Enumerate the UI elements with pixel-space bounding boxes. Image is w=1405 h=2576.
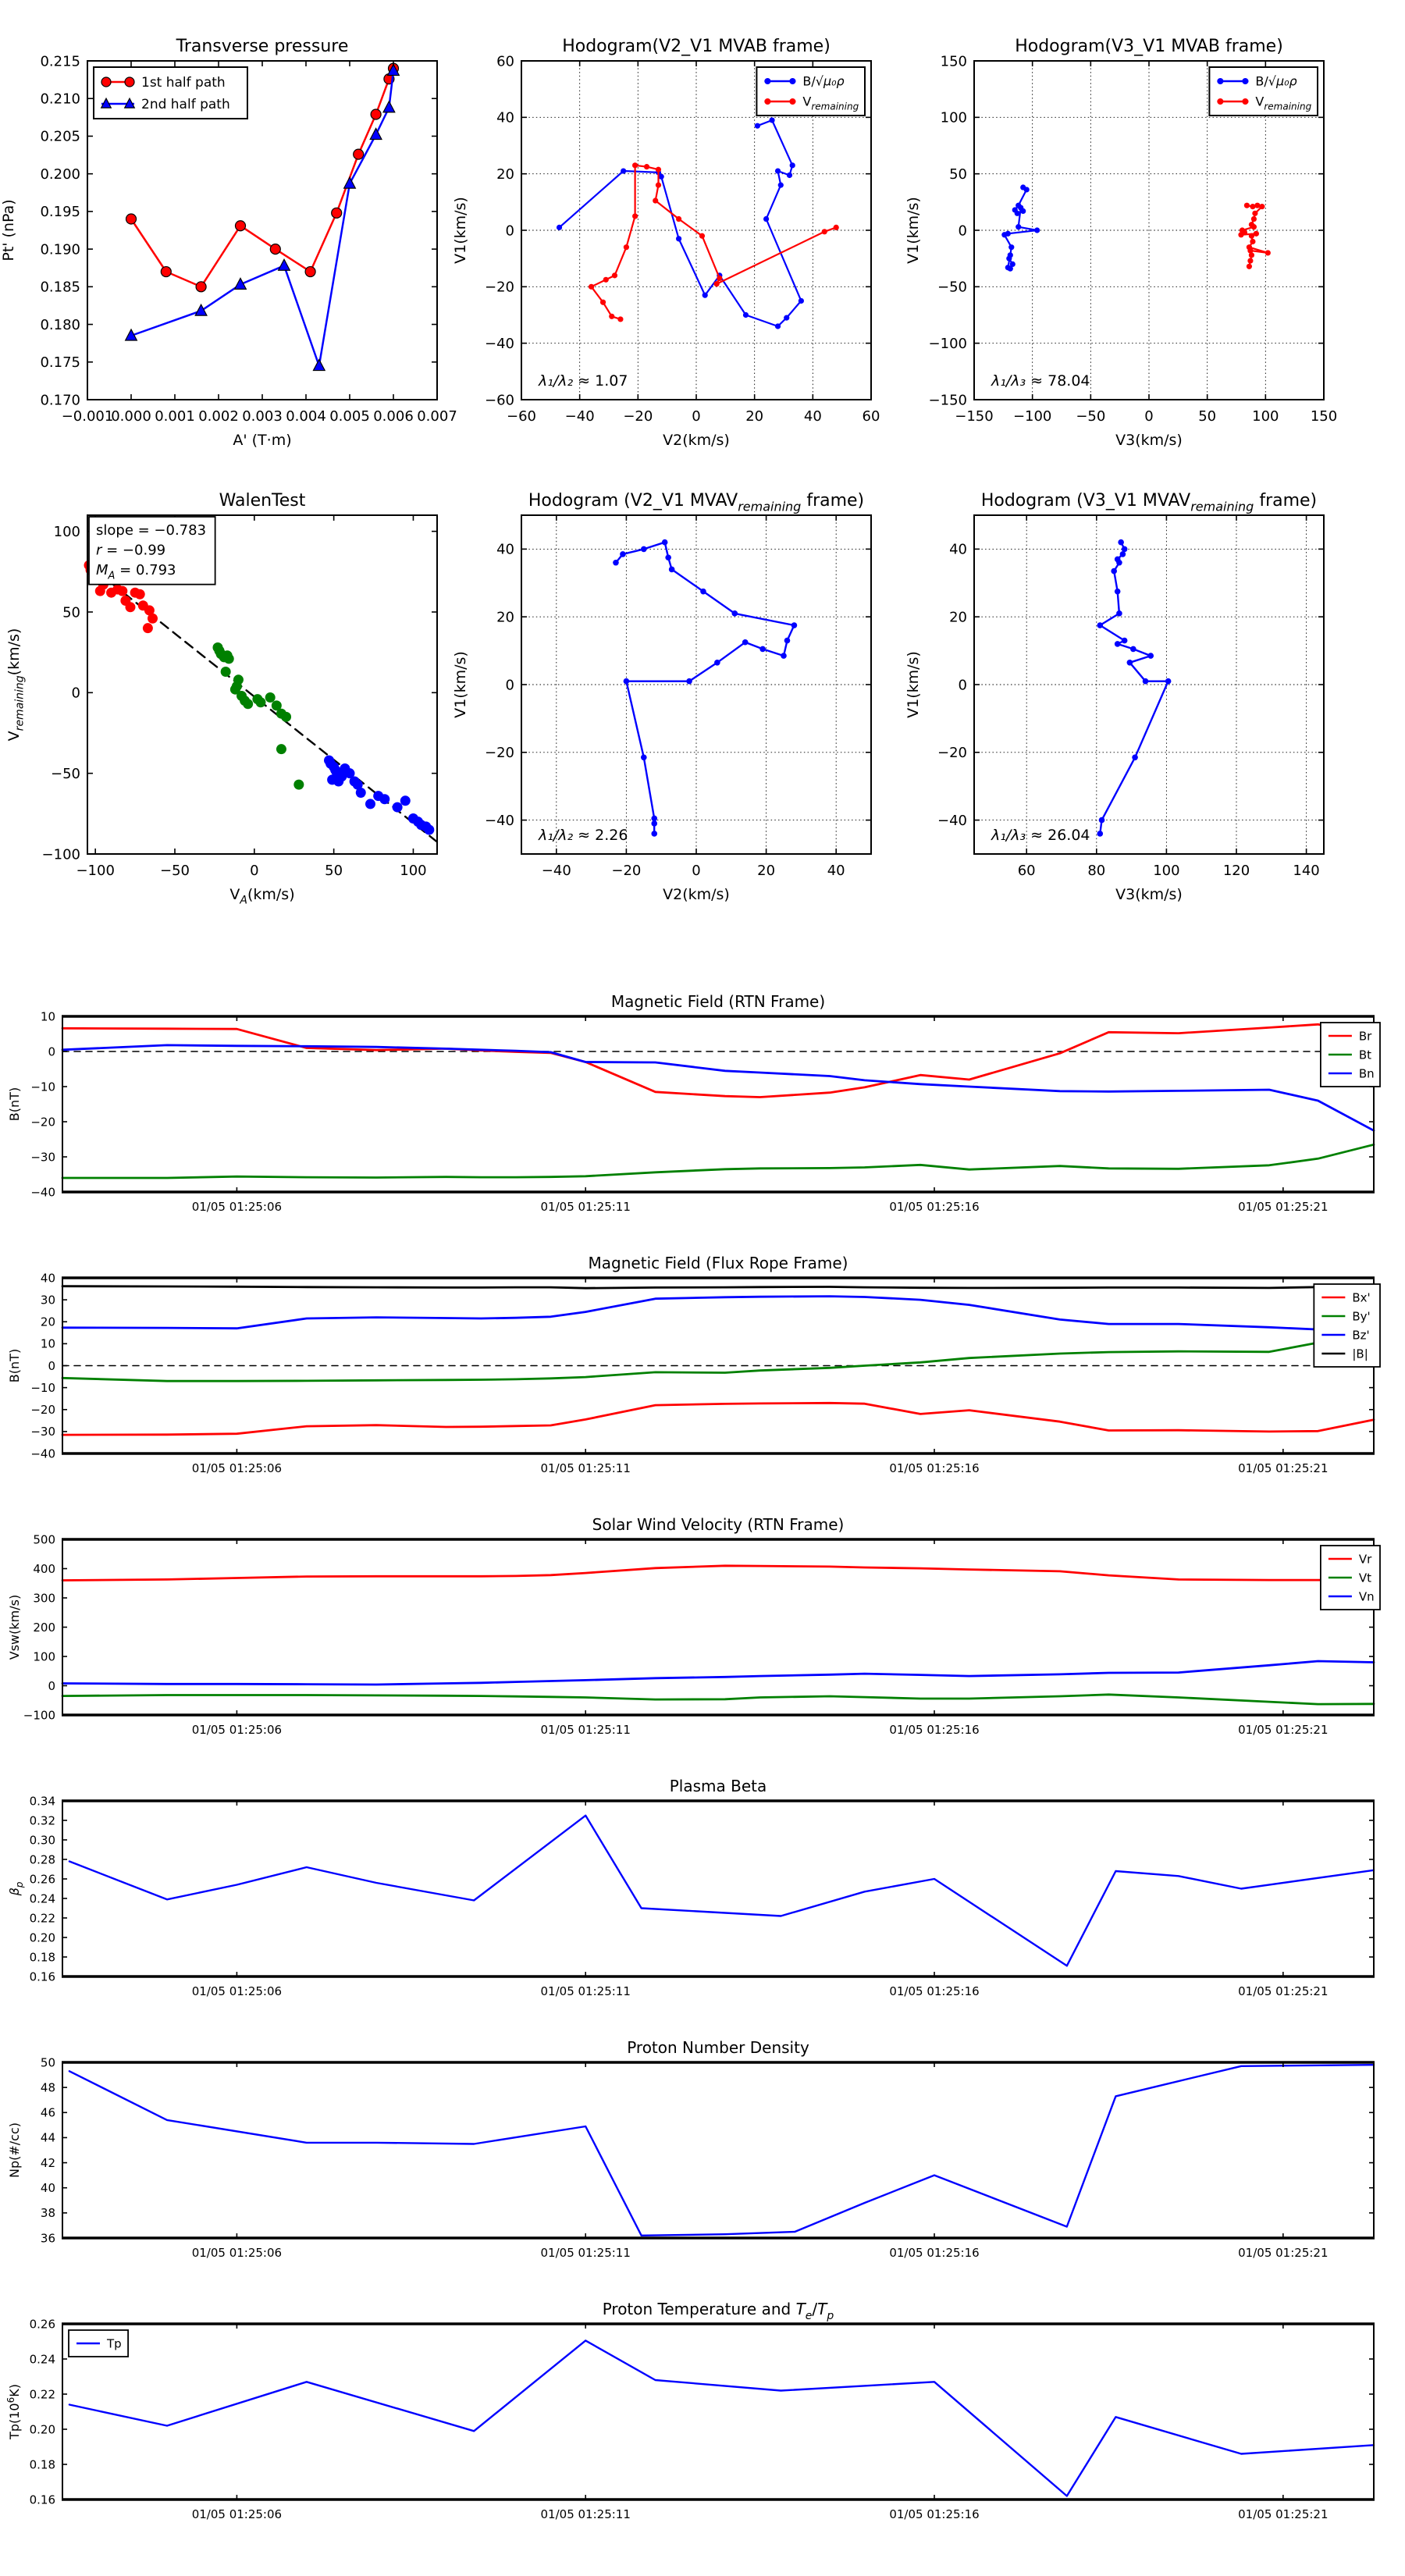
svg-text:−40: −40 xyxy=(485,335,514,352)
svg-text:Vsw(km/s): Vsw(km/s) xyxy=(7,1594,22,1660)
svg-text:−50: −50 xyxy=(51,765,80,782)
chart-proton-temperature xyxy=(5,2300,1375,2521)
svg-text:Solar Wind Velocity (RTN Frame: Solar Wind Velocity (RTN Frame) xyxy=(592,1515,845,1534)
svg-text:01/05 01:25:16: 01/05 01:25:16 xyxy=(889,1984,980,1998)
svg-text:0: 0 xyxy=(505,222,514,240)
svg-text:500: 500 xyxy=(33,1532,55,1547)
svg-text:38: 38 xyxy=(40,2206,55,2221)
svg-text:−40: −40 xyxy=(485,812,514,829)
svg-text:300: 300 xyxy=(33,1591,55,1606)
svg-text:Hodogram(V2_V1 MVAB frame): Hodogram(V2_V1 MVAB frame) xyxy=(562,37,831,56)
svg-text:0.003: 0.003 xyxy=(242,408,283,425)
svg-text:01/05 01:25:06: 01/05 01:25:06 xyxy=(191,1461,283,1475)
svg-text:0.004: 0.004 xyxy=(286,408,326,425)
chart-proton-number-density xyxy=(7,2038,1375,2260)
svg-text:0.20: 0.20 xyxy=(29,2422,55,2437)
svg-text:−20: −20 xyxy=(623,408,653,425)
svg-text:slope = −0.783: slope = −0.783 xyxy=(96,522,207,539)
proton-temperature-legend xyxy=(69,2330,128,2357)
svg-text:−60: −60 xyxy=(507,408,536,425)
svg-text:100: 100 xyxy=(400,863,427,879)
svg-text:B/√μ₀ρ: B/√μ₀ρ xyxy=(802,73,845,89)
solar-wind-velocity-legend xyxy=(1321,1546,1380,1610)
svg-text:0.26: 0.26 xyxy=(29,1872,55,1887)
svg-text:−60: −60 xyxy=(485,392,514,409)
chart-transverse-pressure xyxy=(0,37,457,449)
svg-text:0.180: 0.180 xyxy=(40,316,80,333)
svg-text:42: 42 xyxy=(40,2155,55,2170)
svg-text:|B|: |B| xyxy=(1352,1347,1368,1361)
svg-text:Hodogram (V2_V1 MVAVremaining: Hodogram (V2_V1 $MVAV_{remaining}$ frame) xyxy=(528,491,865,514)
svg-text:80: 80 xyxy=(1087,863,1106,879)
svg-text:−50: −50 xyxy=(937,279,967,296)
svg-text:B/√μ₀ρ: B/√μ₀ρ xyxy=(1255,73,1297,89)
svg-text:−40: −40 xyxy=(937,812,967,829)
svg-text:V3(km/s): V3(km/s) xyxy=(1115,432,1183,449)
svg-text:−20: −20 xyxy=(30,1403,55,1417)
svg-text:60: 60 xyxy=(862,408,880,425)
svg-text:0.22: 0.22 xyxy=(29,2387,55,2402)
svg-text:30: 30 xyxy=(40,1293,55,1308)
svg-text:01/05 01:25:11: 01/05 01:25:11 xyxy=(540,2507,631,2521)
svg-text:100: 100 xyxy=(940,109,967,126)
svg-text:36: 36 xyxy=(40,2231,55,2246)
svg-text:0.175: 0.175 xyxy=(40,354,80,372)
svg-text:−10: −10 xyxy=(30,1380,55,1395)
svg-text:0.18: 0.18 xyxy=(29,1950,55,1965)
svg-text:V1(km/s): V1(km/s) xyxy=(905,651,922,718)
svg-text:400: 400 xyxy=(33,1561,55,1576)
svg-text:−0.001: −0.001 xyxy=(61,408,114,425)
svg-text:0: 0 xyxy=(1144,408,1154,425)
svg-text:0: 0 xyxy=(692,408,701,425)
chart-magnetic-field-rtn xyxy=(7,992,1380,1214)
svg-text:0.16: 0.16 xyxy=(29,2492,55,2507)
svg-text:−20: −20 xyxy=(485,745,514,762)
svg-text:20: 20 xyxy=(496,609,514,626)
svg-text:40: 40 xyxy=(496,109,514,126)
svg-text:20: 20 xyxy=(40,1315,55,1329)
svg-text:0.001: 0.001 xyxy=(155,408,195,425)
svg-text:0: 0 xyxy=(692,863,701,879)
svg-text:Vremaining: $V_{remaining}$ xyxy=(802,94,859,112)
svg-text:V2(km/s): V2(km/s) xyxy=(663,886,730,903)
svg-text:200: 200 xyxy=(33,1620,55,1635)
svg-text:10: 10 xyxy=(40,1336,55,1351)
svg-text:50: 50 xyxy=(949,165,967,183)
svg-text:0.16: 0.16 xyxy=(29,1969,55,1984)
svg-text:−20: −20 xyxy=(30,1115,55,1130)
svg-text:01/05 01:25:11: 01/05 01:25:11 xyxy=(540,1200,631,1214)
svg-text:40: 40 xyxy=(803,408,822,425)
chart-hodogram-v3v1-mvav xyxy=(905,491,1325,903)
svg-text:46: 46 xyxy=(40,2105,55,2120)
svg-text:100: 100 xyxy=(1252,408,1279,425)
svg-text:−10: −10 xyxy=(30,1080,55,1094)
svg-text:60: 60 xyxy=(496,53,514,70)
svg-text:−40: −40 xyxy=(541,863,571,879)
svg-text:Tp: Tp xyxy=(107,2336,122,2351)
svg-text:40: 40 xyxy=(40,1271,55,1286)
svg-text:λ₁/λ₃ ≈ 26.04: λ₁/λ₃ ≈ 26.04 xyxy=(991,827,1090,844)
svg-text:0.24: 0.24 xyxy=(29,1891,55,1906)
svg-text:01/05 01:25:16: 01/05 01:25:16 xyxy=(889,2246,980,2260)
svg-text:100: 100 xyxy=(53,523,80,540)
svg-text:0: 0 xyxy=(958,222,967,240)
svg-text:01/05 01:25:11: 01/05 01:25:11 xyxy=(540,2246,631,2260)
svg-text:01/05 01:25:21: 01/05 01:25:21 xyxy=(1238,1200,1329,1214)
svg-text:0: 0 xyxy=(250,863,259,879)
svg-text:−30: −30 xyxy=(30,1425,55,1439)
svg-text:01/05 01:25:11: 01/05 01:25:11 xyxy=(540,1461,631,1475)
svg-text:01/05 01:25:21: 01/05 01:25:21 xyxy=(1238,2507,1329,2521)
svg-text:0: 0 xyxy=(48,1358,55,1373)
svg-text:−20: −20 xyxy=(485,279,514,296)
svg-text:Vremaining(km/s): $V_{remaining}(km/s)$ xyxy=(5,628,27,742)
svg-text:V2(km/s): V2(km/s) xyxy=(663,432,730,449)
svg-text:V1(km/s): V1(km/s) xyxy=(905,197,922,264)
svg-text:0.28: 0.28 xyxy=(29,1852,55,1867)
svg-text:Bt: Bt xyxy=(1358,1048,1372,1062)
chart-hodogram-v3v1-mvab xyxy=(905,37,1337,449)
svg-text:40: 40 xyxy=(496,541,514,558)
svg-text:r = −0.99: r = −0.99 xyxy=(96,542,166,559)
svg-text:B(nT): B(nT) xyxy=(7,1087,22,1122)
svg-text:A' (T·m): A' (T·m) xyxy=(233,432,292,449)
svg-text:48: 48 xyxy=(40,2080,55,2095)
chart-solar-wind-velocity xyxy=(7,1515,1380,1737)
transverse-pressure-legend xyxy=(94,67,247,119)
svg-text:0.210: 0.210 xyxy=(40,91,80,108)
svg-text:01/05 01:25:06: 01/05 01:25:06 xyxy=(191,1984,283,1998)
svg-text:Vr: Vr xyxy=(1358,1552,1372,1567)
svg-text:By': By' xyxy=(1352,1309,1371,1324)
svg-text:100: 100 xyxy=(33,1649,55,1664)
svg-text:Bx': Bx' xyxy=(1352,1290,1371,1305)
svg-text:−40: −40 xyxy=(564,408,595,425)
svg-text:0.200: 0.200 xyxy=(40,165,80,183)
svg-text:−100: −100 xyxy=(41,846,80,863)
svg-text:01/05 01:25:16: 01/05 01:25:16 xyxy=(889,2507,980,2521)
svg-text:V1(km/s): V1(km/s) xyxy=(452,197,469,264)
svg-text:50: 50 xyxy=(40,2055,55,2070)
svg-text:λ₁/λ₃ ≈ 78.04: λ₁/λ₃ ≈ 78.04 xyxy=(991,372,1090,390)
svg-text:Np(#/cc): Np(#/cc) xyxy=(7,2122,22,2178)
svg-text:01/05 01:25:16: 01/05 01:25:16 xyxy=(889,1723,980,1737)
hodogram-v2v1-mvab-legend xyxy=(756,67,865,116)
svg-text:01/05 01:25:11: 01/05 01:25:11 xyxy=(540,1984,631,1998)
svg-text:βp: $\beta_p$ xyxy=(7,1881,25,1896)
svg-text:MA = 0.793: $M_A = 0.793$ xyxy=(96,562,176,582)
svg-text:1st half path: 1st half path xyxy=(141,74,226,91)
svg-text:Magnetic Field (RTN Frame): Magnetic Field (RTN Frame) xyxy=(610,992,826,1011)
svg-text:λ₁/λ₂ ≈ 2.26: λ₁/λ₂ ≈ 2.26 xyxy=(539,827,628,844)
svg-text:λ₁/λ₂ ≈ 1.07: λ₁/λ₂ ≈ 1.07 xyxy=(539,372,628,390)
svg-text:10: 10 xyxy=(40,1009,55,1024)
svg-text:Magnetic Field (Flux Rope Fram: Magnetic Field (Flux Rope Frame) xyxy=(588,1254,848,1272)
svg-text:0: 0 xyxy=(71,685,80,702)
svg-text:−40: −40 xyxy=(30,1446,55,1461)
chart-magnetic-field-fluxrope xyxy=(7,1254,1380,1475)
svg-text:Bn: Bn xyxy=(1358,1066,1375,1081)
svg-text:0.205: 0.205 xyxy=(40,128,80,145)
svg-text:150: 150 xyxy=(940,53,967,70)
svg-text:01/05 01:25:16: 01/05 01:25:16 xyxy=(889,1461,980,1475)
svg-text:−100: −100 xyxy=(23,1708,55,1723)
svg-text:01/05 01:25:21: 01/05 01:25:21 xyxy=(1238,2246,1329,2260)
svg-text:120: 120 xyxy=(1222,863,1250,879)
svg-text:Vremaining: $V_{remaining}$ xyxy=(1255,94,1312,112)
chart-plasma-beta xyxy=(7,1777,1375,1998)
svg-text:0: 0 xyxy=(48,1044,55,1059)
svg-text:40: 40 xyxy=(827,863,845,879)
svg-text:−50: −50 xyxy=(1076,408,1106,425)
svg-text:−150: −150 xyxy=(955,408,994,425)
svg-text:0.18: 0.18 xyxy=(29,2457,55,2472)
svg-text:01/05 01:25:06: 01/05 01:25:06 xyxy=(191,1723,283,1737)
svg-text:01/05 01:25:16: 01/05 01:25:16 xyxy=(889,1200,980,1214)
svg-text:−100: −100 xyxy=(1012,408,1052,425)
svg-text:−50: −50 xyxy=(160,863,190,879)
svg-text:150: 150 xyxy=(1310,408,1338,425)
svg-text:B(nT): B(nT) xyxy=(7,1348,22,1383)
svg-text:0: 0 xyxy=(958,677,967,694)
svg-text:Hodogram (V3_V1 MVAVremaining: Hodogram (V3_V1 $MVAV_{remaining}$ frame) xyxy=(980,491,1318,514)
svg-text:44: 44 xyxy=(40,2130,55,2145)
svg-text:0.20: 0.20 xyxy=(29,1930,55,1945)
svg-text:−40: −40 xyxy=(30,1185,55,1200)
svg-text:−30: −30 xyxy=(30,1150,55,1165)
svg-text:01/05 01:25:21: 01/05 01:25:21 xyxy=(1238,1984,1329,1998)
magnetic-field-fluxrope-legend xyxy=(1314,1284,1380,1367)
svg-text:0.22: 0.22 xyxy=(29,1911,55,1926)
svg-text:0.170: 0.170 xyxy=(40,392,80,409)
chart-walen-test xyxy=(5,491,438,907)
svg-text:20: 20 xyxy=(949,609,967,626)
svg-text:Proton Number Density: Proton Number Density xyxy=(627,2038,809,2057)
svg-text:20: 20 xyxy=(745,408,764,425)
svg-text:0.24: 0.24 xyxy=(29,2352,55,2367)
svg-text:Vt: Vt xyxy=(1358,1571,1372,1585)
svg-text:20: 20 xyxy=(496,165,514,183)
svg-text:01/05 01:25:11: 01/05 01:25:11 xyxy=(540,1723,631,1737)
svg-text:0.30: 0.30 xyxy=(29,1833,55,1848)
svg-text:01/05 01:25:06: 01/05 01:25:06 xyxy=(191,2507,283,2521)
svg-text:V3(km/s): V3(km/s) xyxy=(1115,886,1183,903)
svg-text:Hodogram(V3_V1 MVAB frame): Hodogram(V3_V1 MVAB frame) xyxy=(1015,37,1283,56)
chart-hodogram-v2v1-mvab xyxy=(452,37,880,449)
svg-text:20: 20 xyxy=(757,863,776,879)
svg-text:2nd half path: 2nd half path xyxy=(141,96,230,112)
svg-text:0.185: 0.185 xyxy=(40,279,80,296)
svg-text:50: 50 xyxy=(325,863,343,879)
svg-text:Vn: Vn xyxy=(1358,1589,1375,1604)
svg-text:40: 40 xyxy=(40,2180,55,2195)
svg-text:−100: −100 xyxy=(928,335,967,352)
svg-text:01/05 01:25:06: 01/05 01:25:06 xyxy=(191,1200,283,1214)
svg-text:100: 100 xyxy=(1153,863,1180,879)
svg-text:Proton Temperature and Te/Tp: Proton Temperature and $T_e/T_p$ xyxy=(602,2300,834,2322)
svg-text:Transverse pressure: Transverse pressure xyxy=(176,37,349,56)
hodogram-v3v1-mvab-legend xyxy=(1209,67,1318,116)
svg-text:0.005: 0.005 xyxy=(329,408,370,425)
svg-text:V1(km/s): V1(km/s) xyxy=(452,651,469,718)
svg-text:Tp(106K): $Tp(10^6K)$ xyxy=(5,2384,22,2439)
magnetic-field-rtn-legend xyxy=(1321,1023,1380,1087)
svg-text:0: 0 xyxy=(48,1678,55,1693)
svg-text:0.000: 0.000 xyxy=(111,408,151,425)
svg-text:60: 60 xyxy=(1017,863,1036,879)
svg-text:VA(km/s): $V_A(km/s)$ xyxy=(229,886,295,907)
svg-text:0.34: 0.34 xyxy=(29,1794,55,1809)
svg-text:40: 40 xyxy=(949,541,967,558)
svg-text:50: 50 xyxy=(62,604,80,621)
svg-text:01/05 01:25:06: 01/05 01:25:06 xyxy=(191,2246,283,2260)
svg-text:Bz': Bz' xyxy=(1352,1328,1370,1343)
svg-text:01/05 01:25:21: 01/05 01:25:21 xyxy=(1238,1723,1329,1737)
svg-text:−20: −20 xyxy=(611,863,642,879)
svg-text:0: 0 xyxy=(505,677,514,694)
svg-text:Br: Br xyxy=(1358,1029,1372,1044)
chart-hodogram-v2v1-mvav xyxy=(452,491,872,903)
svg-text:0.26: 0.26 xyxy=(29,2317,55,2332)
svg-text:Pt' (nPa): Pt' (nPa) xyxy=(0,199,17,262)
svg-text:0.190: 0.190 xyxy=(40,241,80,258)
svg-text:0.215: 0.215 xyxy=(40,53,80,70)
svg-text:0.32: 0.32 xyxy=(29,1813,55,1828)
svg-text:0.002: 0.002 xyxy=(198,408,239,425)
svg-text:WalenTest: WalenTest xyxy=(219,491,306,511)
svg-text:Plasma Beta: Plasma Beta xyxy=(669,1777,767,1795)
svg-text:0.007: 0.007 xyxy=(417,408,457,425)
svg-text:−100: −100 xyxy=(76,863,115,879)
svg-text:01/05 01:25:21: 01/05 01:25:21 xyxy=(1238,1461,1329,1475)
svg-text:0.006: 0.006 xyxy=(373,408,414,425)
svg-text:−150: −150 xyxy=(928,392,967,409)
svg-text:140: 140 xyxy=(1293,863,1320,879)
svg-text:−20: −20 xyxy=(937,745,967,762)
svg-text:50: 50 xyxy=(1198,408,1217,425)
svg-text:0.195: 0.195 xyxy=(40,204,80,221)
